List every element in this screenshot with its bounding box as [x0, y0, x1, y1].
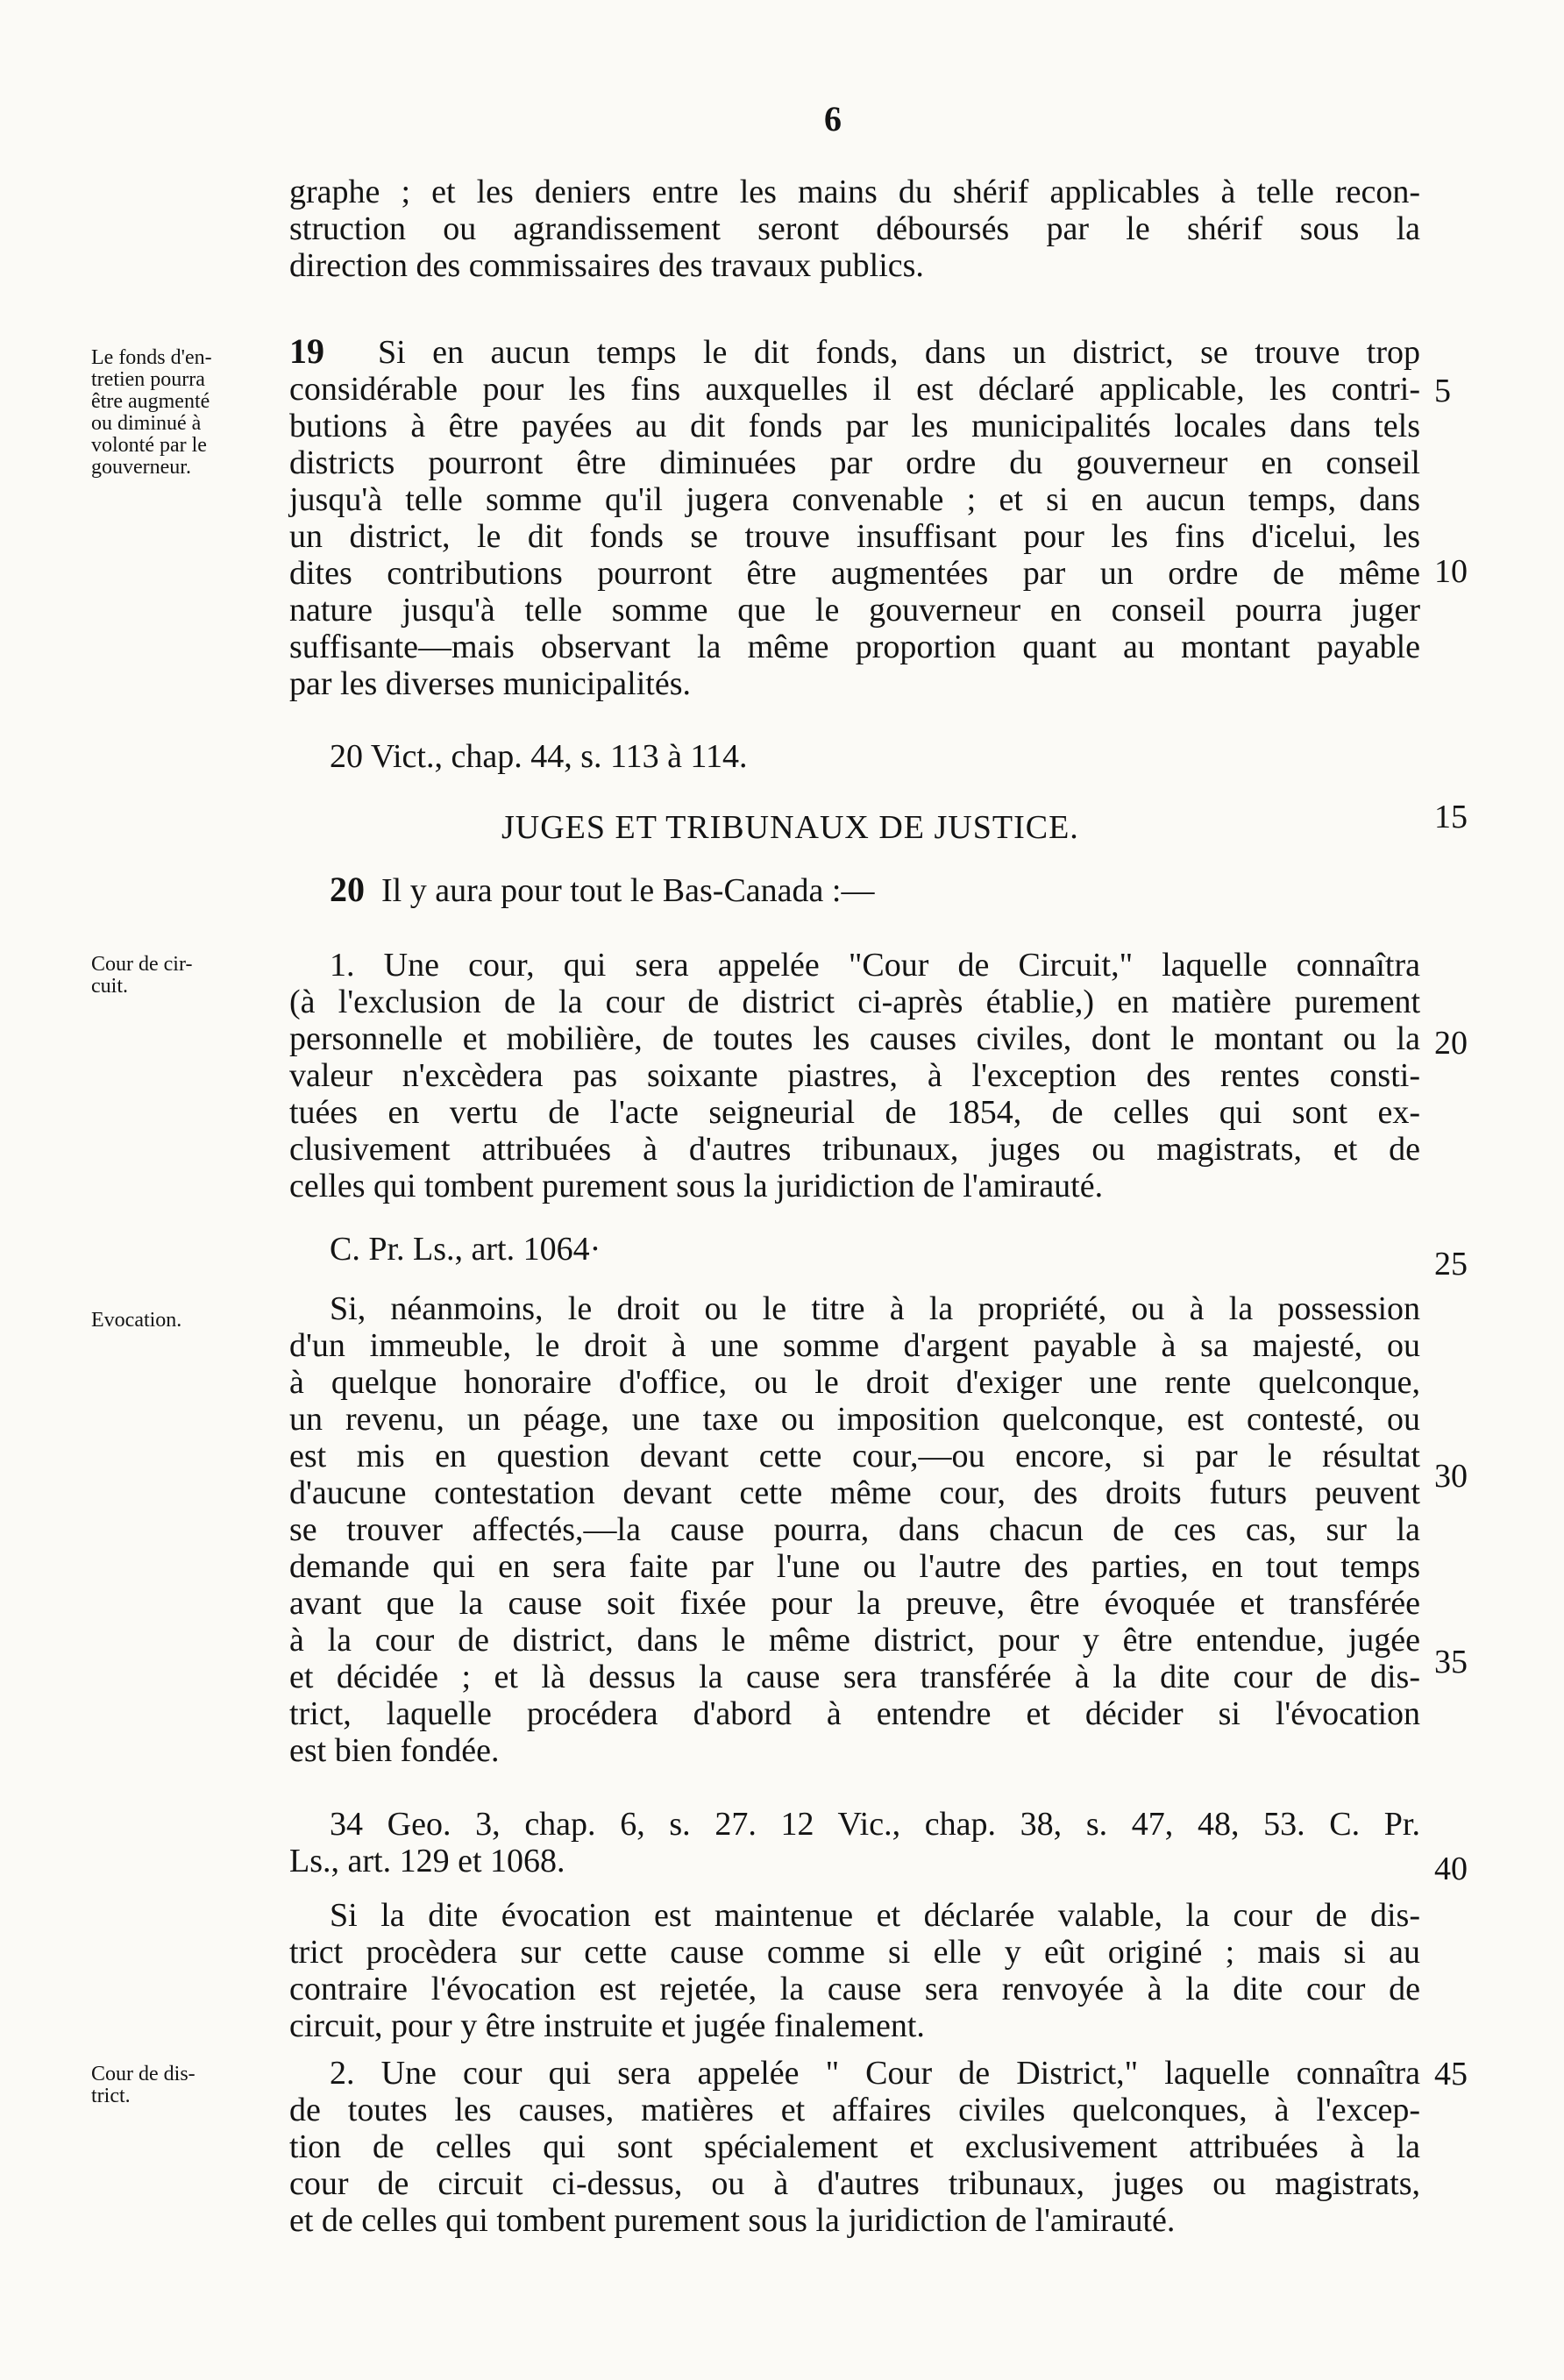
section-heading: JUGES ET TRIBUNAUX DE JUSTICE.: [501, 809, 1079, 846]
section-19: [289, 333, 1420, 702]
text-line: est mis en question devant cette cour,—ou encore, si par le résultat: [289, 1438, 1420, 1474]
text-line: trict, laquelle procédera d'abord à entendre et décider si l'évocation: [289, 1695, 1420, 1732]
item-2-cour-de-district: [289, 2055, 1420, 2239]
line-number: 35: [1434, 1644, 1468, 1680]
text-line: 1. Une cour, qui sera appelée "Cour de Circuit," laquelle connaîtra: [330, 947, 1420, 984]
text-line: celles qui tombent purement sous la juridiction de l'amirauté.: [289, 1168, 1104, 1204]
section-number: 20: [330, 870, 365, 909]
line-number: 40: [1434, 1851, 1468, 1887]
margin-note-fonds: Le fonds d'en- tretien pourra être augmenté ou diminué à volonté par le gouverneur.: [91, 346, 212, 479]
line-number: 30: [1434, 1458, 1468, 1495]
section-20-intro: 20 Il y aura pour tout le Bas-Canada :—: [330, 870, 875, 909]
text-line: districts pourront être diminuées par ordre du gouverneur en conseil: [289, 444, 1420, 481]
citation-evocation: 34 Geo. 3, chap. 6, s. 27. 12 Vic., chap. 38, s. 47, 48, 53. C. Pr. Ls., art. 129 et 1068.: [289, 1806, 1420, 1879]
text-line: butions à être payées au dit fonds par les municipalités locales dans tels: [289, 408, 1420, 444]
line-number: 25: [1434, 1246, 1468, 1282]
text-line: demande qui en sera faite par l'une ou l'autre des parties, en tout temps: [289, 1548, 1420, 1585]
line-number: 45: [1434, 2056, 1468, 2092]
margin-note-cour-district: Cour de dis- trict.: [91, 2063, 196, 2107]
text-line: est bien fondée.: [289, 1732, 500, 1769]
paragraph-maintenue: [289, 1897, 1420, 2044]
text-line: clusivement attribuées à d'autres tribunaux, juges ou magistrats, et de: [289, 1131, 1420, 1168]
text-line: par les diverses municipalités.: [289, 665, 691, 702]
text-line: contraire l'évocation est rejetée, la cause sera renvoyée à la dite cour de: [289, 1971, 1420, 2007]
line-number: 10: [1434, 553, 1468, 590]
line-number: 15: [1434, 799, 1468, 835]
text-line: 2. Une cour qui sera appelée " Cour de District," laquelle connaîtra: [330, 2055, 1420, 2092]
text-line: d'un immeuble, le droit à une somme d'argent payable à sa majesté, ou: [289, 1327, 1420, 1364]
text-line: (à l'exclusion de la cour de district ci-après établie,) en matière purement: [289, 984, 1420, 1020]
text-line: un district, le dit fonds se trouve insuffisant pour les fins d'icelui, les: [289, 518, 1420, 555]
text-line: suffisante—mais observant la même proportion quant au montant payable: [289, 629, 1420, 665]
text-line: et de celles qui tombent purement sous la juridiction de l'amirauté.: [289, 2202, 1176, 2239]
section-number: 19: [289, 331, 324, 371]
text-line: un revenu, un péage, une taxe ou imposition quelconque, est contesté, ou: [289, 1401, 1420, 1438]
text-line: struction ou agrandissement seront déboursés par le shérif sous la: [289, 210, 1420, 247]
text-line: personnelle et mobilière, de toutes les causes civiles, dont le montant ou la: [289, 1020, 1420, 1057]
text-line: 19 Si en aucun temps le dit fonds, dans un district, se trouve trop: [289, 331, 1421, 371]
text-line: cour de circuit ci-dessus, ou à d'autres tribunaux, juges ou magistrats,: [289, 2165, 1420, 2202]
margin-note-cour-circuit: Cour de cir- cuit.: [91, 953, 193, 998]
text-line: trict procèdera sur cette cause comme si elle y eût originé ; mais si au: [289, 1934, 1420, 1971]
text-line: direction des commissaires des travaux publics.: [289, 247, 924, 284]
text-line: d'aucune contestation devant cette même cour, des droits futurs peuvent: [289, 1474, 1420, 1511]
text-line: et décidée ; et là dessus la cause sera transférée à la dite cour de dis-: [289, 1659, 1420, 1695]
text-line: de toutes les causes, matières et affaires civiles quelconques, à l'excep-: [289, 2092, 1420, 2128]
citation-sec19: 20 Vict., chap. 44, s. 113 à 114.: [330, 738, 748, 775]
text-line: à quelque honoraire d'office, ou le droit d'exiger une rente quelconque,: [289, 1364, 1420, 1401]
page-number: 6: [824, 99, 842, 139]
text-line: considérable pour les fins auxquelles il est déclaré applicable, les contri-: [289, 371, 1420, 408]
margin-note-evocation: Evocation.: [91, 1309, 182, 1332]
item-1-cour-de-circuit: [289, 947, 1420, 1204]
text-line: circuit, pour y être instruite et jugée finalement.: [289, 2007, 925, 2044]
text-line: valeur n'excèdera pas soixante piastres, à l'exception des rentes consti-: [289, 1057, 1420, 1094]
text-line: se trouver affectés,—la cause pourra, dans chacun de ces cas, sur la: [289, 1511, 1420, 1548]
paragraph-top: [289, 174, 1420, 284]
line-number: 20: [1434, 1025, 1468, 1062]
text-line: jusqu'à telle somme qu'il jugera convenable ; et si en aucun temps, dans: [289, 481, 1420, 518]
text-line: dites contributions pourront être augmentées par un ordre de même: [289, 555, 1420, 592]
text-line: nature jusqu'à telle somme que le gouverneur en conseil pourra juger: [289, 592, 1420, 629]
text-line: Si la dite évocation est maintenue et déclarée valable, la cour de dis-: [330, 1897, 1420, 1934]
text-line: à la cour de district, dans le même district, pour y être entendue, jugée: [289, 1622, 1420, 1659]
paragraph-evocation: [289, 1290, 1420, 1769]
citation-item-1: C. Pr. Ls., art. 1064·: [330, 1231, 601, 1268]
text-line: Si, néanmoins, le droit ou le titre à la propriété, ou à la possession: [330, 1290, 1420, 1327]
text-line: graphe ; et les deniers entre les mains du shérif applicables à telle recon-: [289, 174, 1420, 210]
text-line: tuées en vertu de l'acte seigneurial de 1854, de celles qui sont ex-: [289, 1094, 1420, 1131]
text-line: tion de celles qui sont spécialement et exclusivement attribuées à la: [289, 2128, 1420, 2165]
line-number: 5: [1434, 373, 1451, 409]
text-line: avant que la cause soit fixée pour la preuve, être évoquée et transférée: [289, 1585, 1420, 1622]
